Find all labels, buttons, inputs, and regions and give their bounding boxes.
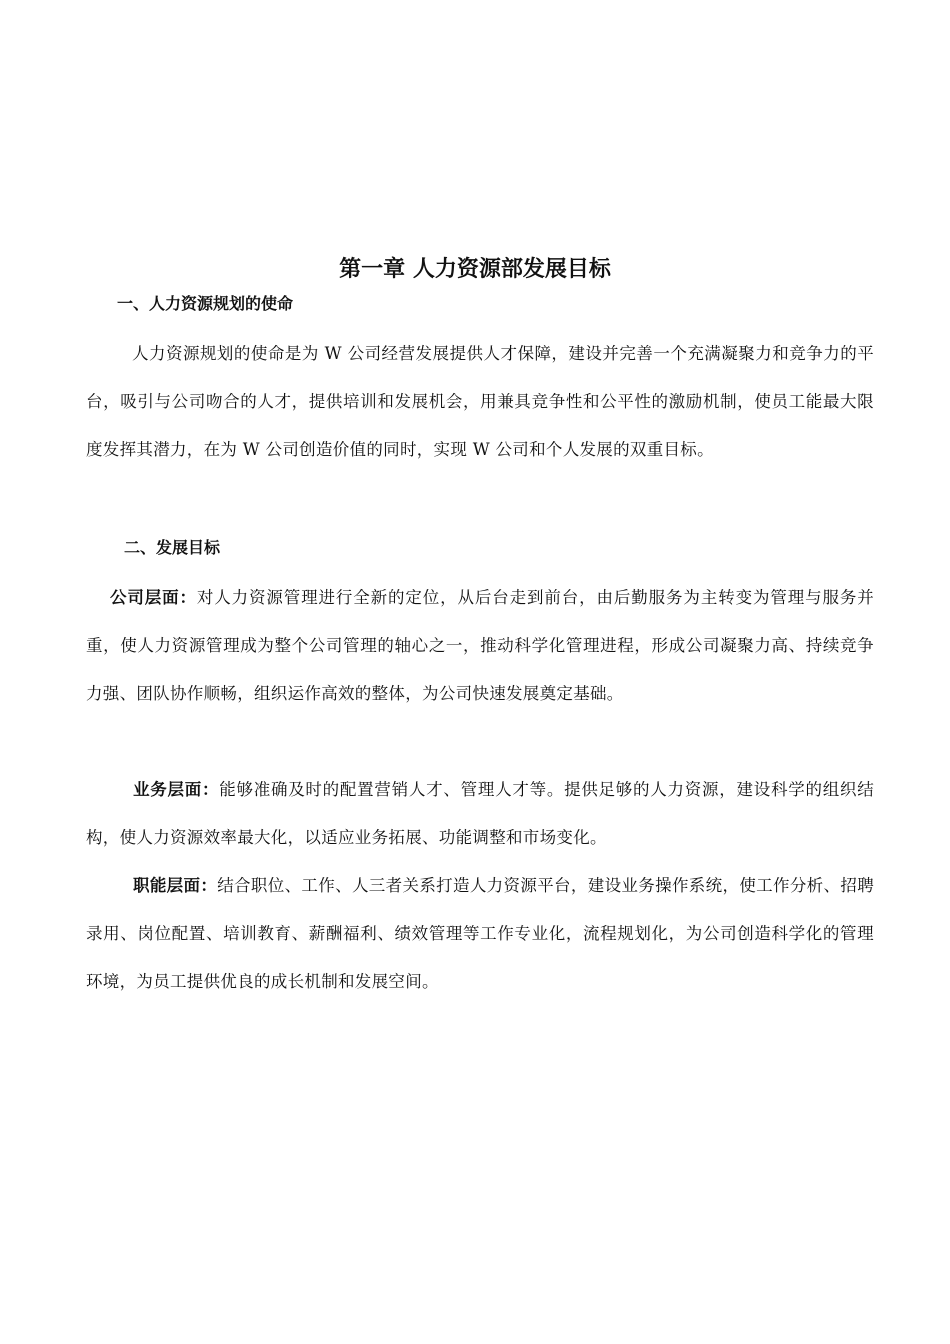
business-level-label: 业务层面：	[133, 780, 220, 799]
company-level-text: 对人力资源管理进行全新的定位，从后台走到前台，由后勤服务为主转变为管理与服务并重，使人力资源管理成为整个公司管理的轴心之一，推动科学化管理进程，形成公司凝聚力高、持续竞争力强、团队协作顺畅，组织运作高效的整体，为公司快速发展奠定基础。	[86, 588, 875, 703]
section-heading-goals: 二、发展目标	[124, 538, 221, 557]
mission-paragraph: 人力资源规划的使命是为 W 公司经营发展提供人才保障，建设并完善一个充满凝聚力和竞争力的平台，吸引与公司吻合的人才，提供培训和发展机会，用兼具竞争性和公平性的激励机制，使员工能最大限度发挥其潜力，在为 W 公司创造价值的同时，实现 W 公司和个人发展的双重目标。	[86, 344, 874, 459]
business-level-text: 能够准确及时的配置营销人才、管理人才等。提供足够的人力资源，建设科学的组织结构，使人力资源效率最大化，以适应业务拓展、功能调整和市场变化。	[86, 780, 874, 847]
business-level-paragraph	[86, 766, 874, 862]
section-heading-mission: 一、人力资源规划的使命	[117, 294, 294, 313]
company-level-paragraph	[86, 574, 874, 718]
function-level-label: 职能层面：	[133, 876, 218, 895]
company-level-label: 公司层面：	[110, 588, 197, 607]
chapter-title: 第一章 人力资源部发展目标	[339, 257, 611, 282]
function-level-paragraph	[86, 862, 874, 1006]
function-level-text: 结合职位、工作、人三者关系打造人力资源平台，建设业务操作系统，使工作分析、招聘录用、岗位配置、培训教育、薪酬福利、绩效管理等工作专业化，流程规划化，为公司创造科学化的管理环境，为员工提供优良的成长机制和发展空间。	[86, 876, 875, 991]
